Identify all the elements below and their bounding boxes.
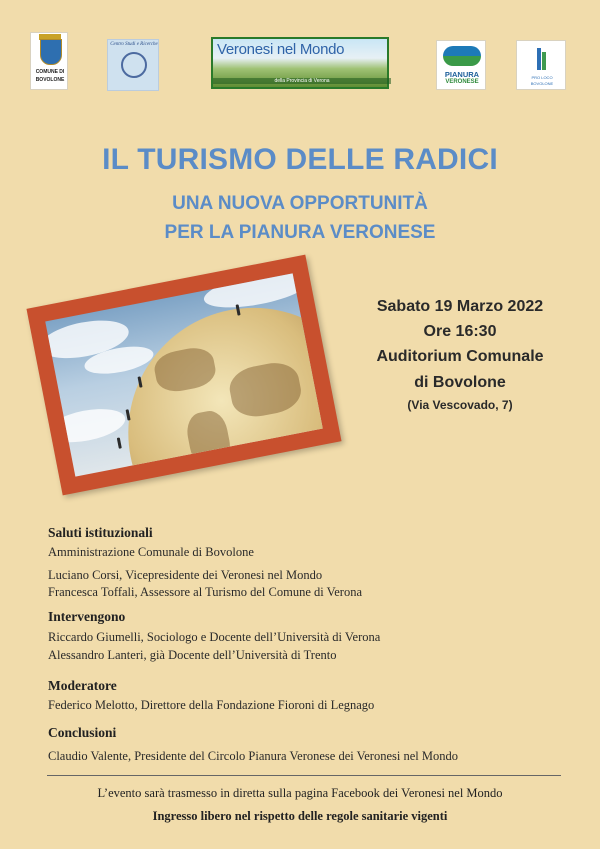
comune-bovolone-logo	[30, 32, 68, 90]
subtitle-line-2: PER LA PIANURA VERONESE	[164, 222, 436, 243]
page-title: IL TURISMO DELLE RADICI	[102, 143, 498, 176]
event-venue-line-1: Auditorium Comunale	[376, 348, 544, 365]
globe-photo	[26, 255, 341, 496]
pro-loco-logo-line1: PRO LOCO	[531, 75, 553, 80]
access-note: Ingresso libero nel rispetto delle regole sanitarie vigenti	[152, 809, 448, 823]
field-icon	[443, 56, 481, 66]
event-venue-line-2: di Bovolone	[414, 374, 506, 391]
event-time: Ore 16:30	[423, 323, 497, 340]
section-heading-saluti: Saluti istituzionali	[48, 525, 153, 540]
divider	[47, 775, 561, 776]
person-figure-icon	[117, 437, 122, 448]
section-heading-moderatore: Moderatore	[48, 678, 117, 693]
veronesi-nel-mondo-logo	[211, 37, 389, 89]
river-icon	[443, 46, 481, 56]
program-line: Luciano Corsi, Vicepresidente dei Veronesi nel Mondo	[48, 568, 323, 582]
pro-loco-mark-icon	[537, 48, 541, 70]
section-heading-intervengono: Intervengono	[48, 609, 126, 624]
pro-loco-mark-icon-2	[542, 52, 546, 70]
comune-logo-line1: COMUNE DI	[35, 69, 65, 75]
pianura-veronese-logo	[436, 40, 486, 90]
program-line: Francesca Toffali, Assessore al Turismo del Comune di Verona	[48, 585, 363, 599]
pro-loco-logo	[516, 40, 566, 90]
centro-studi-logo-text: Centro Studi e Ricerche	[110, 42, 158, 47]
event-address: (Via Vescovado, 7)	[407, 398, 513, 412]
vnm-logo-name: Veronesi nel Mondo	[217, 41, 345, 58]
pro-loco-logo-line2: BOVOLONE	[530, 81, 554, 86]
subtitle-line-1: UNA NUOVA OPPORTUNITÀ	[172, 193, 428, 214]
streaming-note: L’evento sarà trasmesso in diretta sulla pagina Facebook dei Veronesi nel Mondo	[97, 786, 503, 800]
pianura-logo-line2: VERONESE	[445, 79, 479, 85]
program-line: Alessandro Lanteri, già Docente dell’Università di Trento	[48, 648, 337, 662]
program-line: Claudio Valente, Presidente del Circolo Pianura Veronese dei Veronesi nel Mondo	[48, 749, 458, 763]
emblem-icon	[121, 52, 147, 78]
coat-of-arms-icon	[40, 39, 62, 65]
program-line: Riccardo Giumelli, Sociologo e Docente dell’Università di Verona	[48, 630, 381, 644]
vnm-logo-subtitle: della Provincia di Verona	[213, 78, 391, 84]
event-date: Sabato 19 Marzo 2022	[376, 298, 544, 315]
pianura-logo-line1: PIANURA	[444, 70, 480, 79]
program-line: Amministrazione Comunale di Bovolone	[48, 545, 254, 559]
centro-studi-logo	[107, 39, 159, 91]
section-heading-conclusioni: Conclusioni	[48, 725, 117, 740]
comune-logo-line2: BOVOLONE	[35, 77, 65, 83]
program-line: Federico Melotto, Direttore della Fondazione Fioroni di Legnago	[48, 698, 375, 712]
